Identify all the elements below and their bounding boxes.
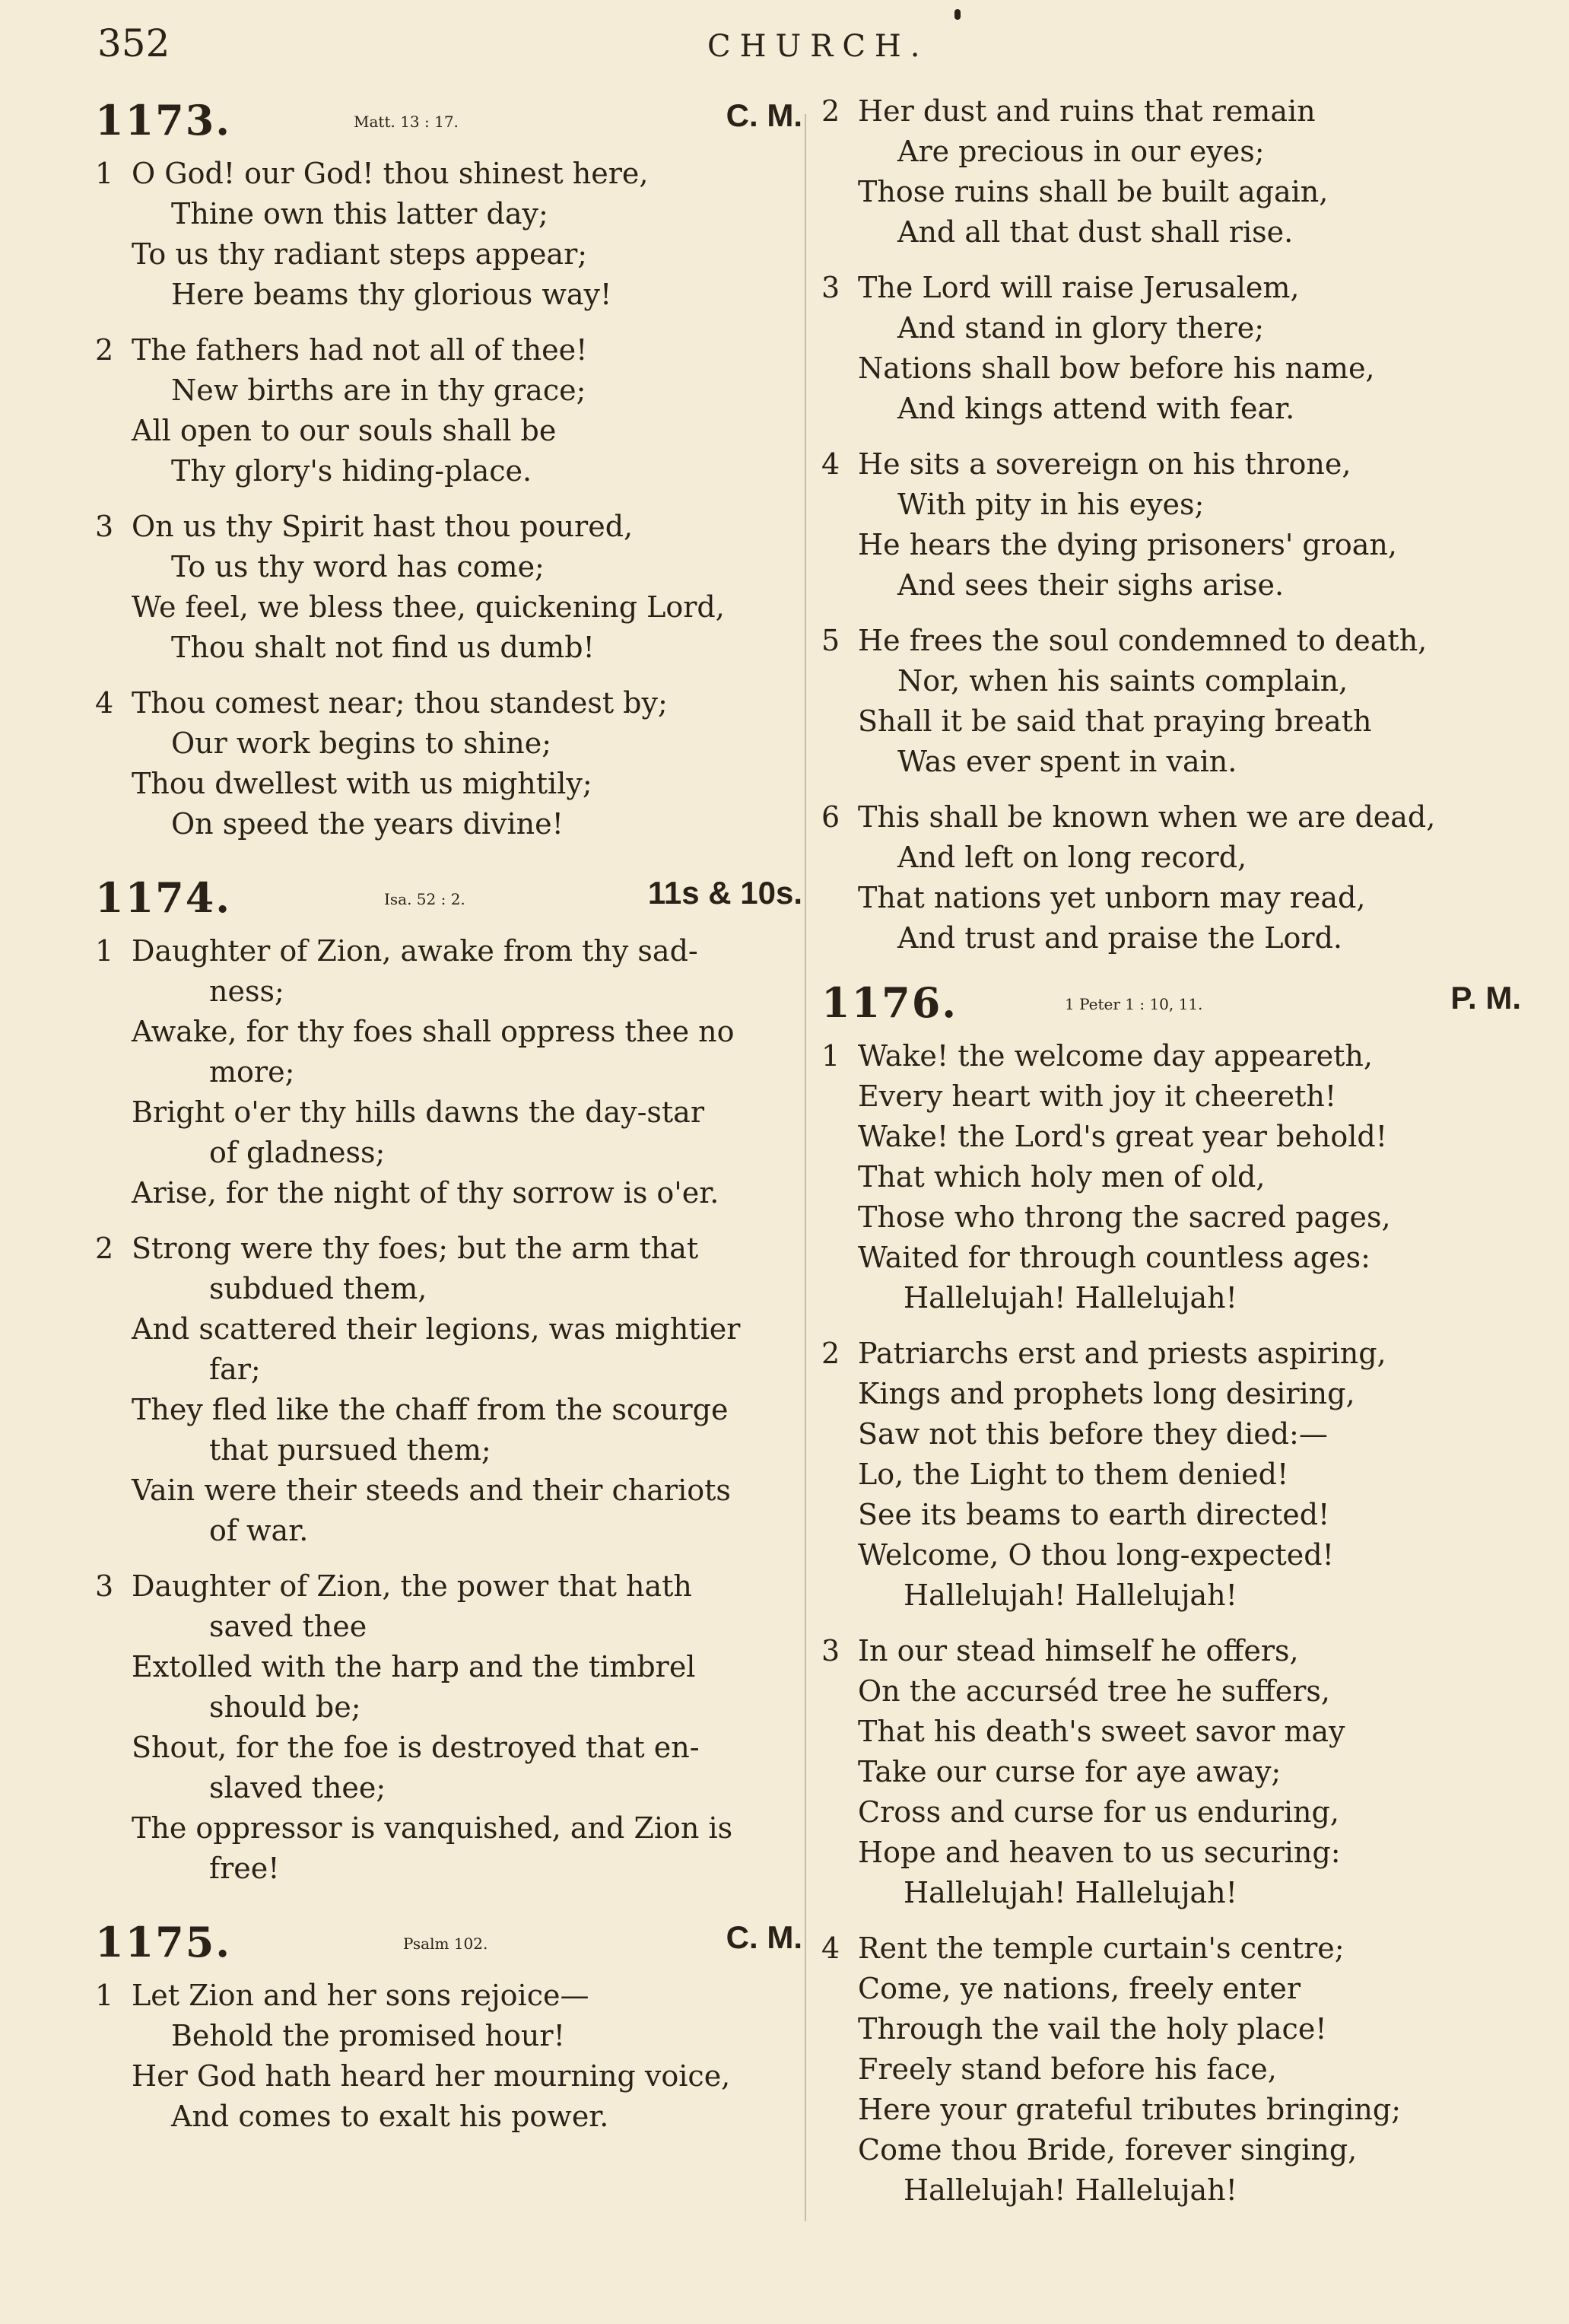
verse-line: Awake, for thy foes shall oppress thee no xyxy=(132,1015,735,1048)
stanza xyxy=(821,91,1521,253)
verse-line: 3 On us thy Spirit hast thou poured, xyxy=(95,507,802,547)
right-column xyxy=(821,91,1521,2226)
verse-line: Thine own this latter day; xyxy=(171,197,548,230)
hymn-1175 xyxy=(95,1913,802,2137)
verse-line: He hears the dying prisoners' groan, xyxy=(858,528,1397,561)
stanza-number: 3 xyxy=(95,510,114,543)
verse-line: slaved thee; xyxy=(209,1771,386,1804)
verse-line: 1 Daughter of Zion, awake from thy sad- xyxy=(95,931,802,971)
refrain-line: Hallelujah! Hallelujah! xyxy=(904,2173,1237,2207)
hymn-header xyxy=(821,974,1521,1036)
verse-line: Thy glory's hiding-place. xyxy=(171,454,532,488)
stanza-number: 4 xyxy=(821,1931,840,1965)
stanza-number: 3 xyxy=(95,1569,114,1603)
hymn-1173 xyxy=(95,91,802,844)
stanza xyxy=(821,1928,1521,2211)
verse-line: They fled like the chaff from the scourge xyxy=(132,1393,729,1426)
refrain-line: Hallelujah! Hallelujah! xyxy=(904,1578,1237,1612)
stanza-number: 6 xyxy=(821,800,840,834)
verse-line: more; xyxy=(209,1055,295,1089)
verse-line: And kings attend with fear. xyxy=(897,392,1295,425)
stanza xyxy=(821,1036,1521,1318)
stanza-number: 3 xyxy=(821,271,840,304)
verse-line: Nations shall bow before his name, xyxy=(858,351,1375,385)
hymn-number: 1173. xyxy=(95,96,232,145)
verse-line: 1 Let Zion and her sons rejoice— xyxy=(95,1976,802,2016)
verse-line: To us thy word has come; xyxy=(171,550,545,583)
verse-line: And scattered their legions, was mightier xyxy=(132,1312,741,1346)
verse-line: Vain were their steeds and their chariots xyxy=(132,1474,731,1507)
verse-line: ness; xyxy=(209,974,284,1008)
scripture-reference: Matt. 13 : 17. xyxy=(354,113,459,131)
stanza xyxy=(95,1976,802,2137)
hymn-meter: P. M. xyxy=(1450,980,1521,1016)
verse-line: And comes to exalt his power. xyxy=(171,2100,609,2133)
verse-line: 1 O God! our God! thou shinest here, xyxy=(95,154,802,194)
verse-line: Welcome, O thou long-expected! xyxy=(858,1538,1334,1572)
stanza xyxy=(95,931,802,1213)
verse-line: And stand in glory there; xyxy=(897,311,1265,345)
stanza xyxy=(95,1566,802,1889)
verse-line: 6 This shall be known when we are dead, xyxy=(821,797,1521,838)
verse-line: Through the vail the holy place! xyxy=(858,2012,1327,2046)
scripture-reference: Psalm 102. xyxy=(403,1935,488,1953)
verse-line: Every heart with joy it cheereth! xyxy=(858,1079,1337,1113)
verse-line: And trust and praise the Lord. xyxy=(897,921,1342,955)
scripture-reference: Isa. 52 : 2. xyxy=(384,890,465,908)
stanza-number: 5 xyxy=(821,624,840,657)
hymn-1174 xyxy=(95,869,802,1889)
verse-line: The oppressor is vanquished, and Zion is xyxy=(132,1811,733,1845)
verse-line: Was ever spent in vain. xyxy=(897,745,1237,778)
hymn-header xyxy=(95,1913,802,1976)
stanza xyxy=(821,797,1521,959)
stanza-number: 1 xyxy=(95,934,114,968)
refrain-line: Hallelujah! Hallelujah! xyxy=(904,1281,1237,1315)
page-number: 352 xyxy=(97,21,170,65)
verse-line: Thou shalt not find us dumb! xyxy=(171,631,595,664)
verse-line: That which holy men of old, xyxy=(858,1160,1266,1194)
hymn-meter: C. M. xyxy=(726,97,802,133)
verse-line: Come, ye nations, freely enter xyxy=(858,1972,1301,2005)
verse-line: 4 Thou comest near; thou standest by; xyxy=(95,683,802,723)
hymn-header xyxy=(95,91,802,154)
verse-line: That his death's sweet savor may xyxy=(858,1715,1345,1748)
stanza xyxy=(95,330,802,491)
stanza xyxy=(95,507,802,668)
verse-line: Are precious in our eyes; xyxy=(897,135,1265,168)
hymn-number: 1176. xyxy=(821,978,958,1027)
verse-line: And all that dust shall rise. xyxy=(897,215,1294,249)
stanza xyxy=(821,1631,1521,1913)
verse-line: far; xyxy=(209,1353,261,1386)
stanza-number: 2 xyxy=(95,1232,114,1265)
column-divider xyxy=(805,114,806,2221)
verse-line: 3 Daughter of Zion, the power that hath xyxy=(95,1566,802,1607)
stanza-number: 4 xyxy=(95,686,114,720)
verse-line: On speed the years divine! xyxy=(171,807,564,841)
hymn-meter: 11s & 10s. xyxy=(647,875,802,911)
stanza xyxy=(95,154,802,315)
verse-line: Waited for through countless ages: xyxy=(858,1241,1370,1274)
verse-line: Shout, for the foe is destroyed that en- xyxy=(132,1731,700,1764)
verse-line: Her God hath heard her mourning voice, xyxy=(132,2059,731,2093)
stanza-number: 2 xyxy=(821,94,840,128)
verse-line: Shall it be said that praying breath xyxy=(858,704,1372,738)
stanza xyxy=(821,621,1521,782)
verse-line: With pity in his eyes; xyxy=(897,488,1205,521)
verse-line: 2 The fathers had not all of thee! xyxy=(95,330,802,370)
verse-line: of war. xyxy=(209,1514,309,1547)
verse-line: Thou dwellest with us mightily; xyxy=(132,767,592,800)
verse-line: Bright o'er thy hills dawns the day-star xyxy=(132,1095,705,1129)
verse-line: 1 Wake! the welcome day appeareth, xyxy=(821,1036,1521,1076)
verse-line: Those who throng the sacred pages, xyxy=(858,1200,1391,1234)
hymn-number: 1174. xyxy=(95,873,232,922)
verse-line: That nations yet unborn may read, xyxy=(858,881,1366,914)
verse-line: should be; xyxy=(209,1690,361,1724)
verse-line: 2 Strong were thy foes; but the arm that xyxy=(95,1229,802,1269)
left-column xyxy=(95,91,802,2152)
verse-line: Here beams thy glorious way! xyxy=(171,278,612,311)
verse-line: To us thy radiant steps appear; xyxy=(132,237,588,271)
stanza xyxy=(821,268,1521,429)
verse-line: Those ruins shall be built again, xyxy=(858,175,1329,208)
verse-line: Cross and curse for us enduring, xyxy=(858,1795,1339,1829)
verse-line: Nor, when his saints complain, xyxy=(897,664,1348,698)
verse-line: 2 Her dust and ruins that remain xyxy=(821,91,1521,132)
verse-line: of gladness; xyxy=(209,1136,386,1169)
verse-line: Come thou Bride, forever singing, xyxy=(858,2133,1358,2167)
verse-line: subdued them, xyxy=(209,1272,427,1305)
verse-line: And left on long record, xyxy=(897,841,1247,874)
verse-line: All open to our souls shall be xyxy=(132,414,557,447)
refrain-line: Hallelujah! Hallelujah! xyxy=(904,1876,1237,1909)
hymn-header xyxy=(95,869,802,931)
verse-line: saved thee xyxy=(209,1610,367,1643)
verse-line: free! xyxy=(209,1852,280,1885)
stanza-number: 2 xyxy=(95,333,114,367)
verse-line: New births are in thy grace; xyxy=(171,374,586,407)
stanza-number: 1 xyxy=(821,1039,840,1073)
verse-line: Wake! the Lord's great year behold! xyxy=(858,1120,1387,1153)
stanza-number: 3 xyxy=(821,1634,840,1667)
hymn-number: 1175. xyxy=(95,1918,232,1966)
stanza xyxy=(821,1334,1521,1616)
stanza-number: 4 xyxy=(821,447,840,481)
verse-line: We feel, we bless thee, quickening Lord, xyxy=(132,590,725,624)
verse-line: Arise, for the night of thy sorrow is o'er. xyxy=(132,1176,719,1210)
verse-line: 3 The Lord will raise Jerusalem, xyxy=(821,268,1521,308)
stanza xyxy=(95,1229,802,1551)
verse-line: Here your grateful tributes bringing; xyxy=(858,2093,1402,2126)
verse-line: Kings and prophets long desiring, xyxy=(858,1377,1355,1410)
verse-line: And sees their sighs arise. xyxy=(897,568,1285,602)
hymn-1176 xyxy=(821,974,1521,2211)
stanza-number: 1 xyxy=(95,157,114,190)
verse-line: 4 He sits a sovereign on his throne, xyxy=(821,444,1521,485)
verse-line: Freely stand before his face, xyxy=(858,2052,1277,2086)
stanza-number: 1 xyxy=(95,1979,114,2012)
verse-line: Our work begins to shine; xyxy=(171,726,552,760)
stanza xyxy=(95,683,802,844)
verse-line: Extolled with the harp and the timbrel xyxy=(132,1650,696,1683)
stanza-number: 2 xyxy=(821,1337,840,1370)
verse-line: Hope and heaven to us securing: xyxy=(858,1836,1341,1869)
verse-line: Saw not this before they died:— xyxy=(858,1417,1328,1451)
verse-line: See its beams to earth directed! xyxy=(858,1498,1330,1531)
hymn-meter: C. M. xyxy=(726,1919,802,1955)
running-title: CHURCH. xyxy=(707,29,929,64)
verse-line: that pursued them; xyxy=(209,1433,491,1467)
verse-line: Lo, the Light to them denied! xyxy=(858,1458,1289,1491)
scripture-reference: 1 Peter 1 : 10, 11. xyxy=(1065,995,1203,1013)
verse-line: On the accurséd tree he suffers, xyxy=(858,1674,1331,1708)
ink-mark xyxy=(954,9,961,20)
verse-line: 5 He frees the soul condemned to death, xyxy=(821,621,1521,661)
verse-line: 3 In our stead himself he offers, xyxy=(821,1631,1521,1671)
verse-line: Behold the promised hour! xyxy=(171,2019,565,2052)
hymn-1175-continued xyxy=(821,91,1521,959)
stanza xyxy=(821,444,1521,606)
running-head xyxy=(0,21,1569,75)
verse-line: 2 Patriarchs erst and priests aspiring, xyxy=(821,1334,1521,1374)
verse-line: Take our curse for aye away; xyxy=(858,1755,1282,1788)
verse-line: 4 Rent the temple curtain's centre; xyxy=(821,1928,1521,1969)
